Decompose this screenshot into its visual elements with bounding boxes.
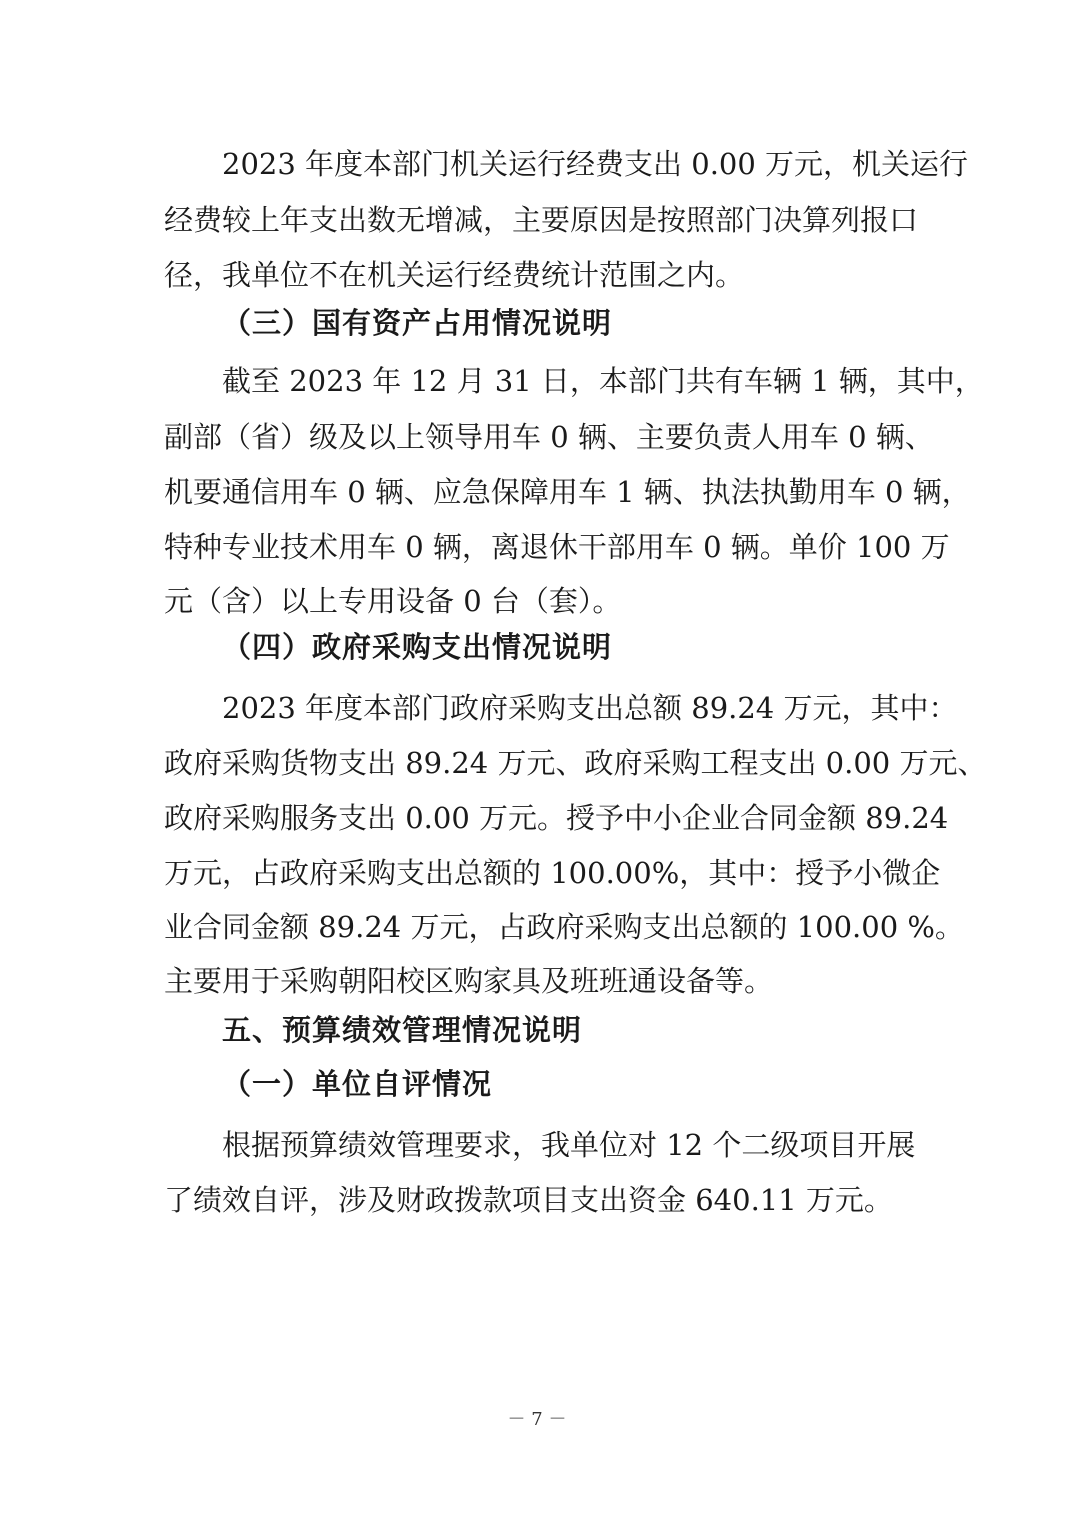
section-heading: （三）国有资产占用情况说明 bbox=[222, 306, 613, 340]
section-heading: 五、预算绩效管理情况说明 bbox=[222, 1013, 583, 1047]
paragraph-line: 特种专业技术用车 0 辆，离退休干部用车 0 辆。单价 100 万 bbox=[164, 530, 950, 564]
paragraph-line: 2023 年度本部门机关运行经费支出 0.00 万元，机关运行 bbox=[222, 147, 969, 181]
paragraph-line: 业合同金额 89.24 万元，占政府采购支出总额的 100.00 %。 bbox=[164, 910, 964, 944]
paragraph-line: 政府采购货物支出 89.24 万元、政府采购工程支出 0.00 万元、 bbox=[164, 746, 987, 780]
paragraph-line: 万元，占政府采购支出总额的 100.00%，其中：授予小微企 bbox=[164, 856, 941, 890]
paragraph-line: 根据预算绩效管理要求，我单位对 12 个二级项目开展 bbox=[222, 1128, 916, 1162]
paragraph-line: 主要用于采购朝阳校区购家具及班班通设备等。 bbox=[164, 964, 774, 998]
paragraph-line: 元（含）以上专用设备 0 台（套）。 bbox=[164, 584, 622, 618]
paragraph-line: 经费较上年支出数无增减，主要原因是按照部门决算列报口 bbox=[164, 203, 919, 237]
paragraph-line: 政府采购服务支出 0.00 万元。授予中小企业合同金额 89.24 bbox=[164, 801, 949, 835]
paragraph-line: 截至 2023 年 12 月 31 日，本部门共有车辆 1 辆，其中， bbox=[222, 364, 984, 398]
paragraph-line: 径，我单位不在机关运行经费统计范围之内。 bbox=[164, 258, 745, 292]
paragraph-line: 机要通信用车 0 辆、应急保障用车 1 辆、执法执勤用车 0 辆， bbox=[164, 475, 971, 509]
subsection-heading: （一）单位自评情况 bbox=[222, 1067, 493, 1101]
page-number: － 7 － bbox=[507, 1409, 567, 1430]
paragraph-line: 了绩效自评，涉及财政拨款项目支出资金 640.11 万元。 bbox=[164, 1183, 893, 1217]
paragraph-line: 2023 年度本部门政府采购支出总额 89.24 万元，其中： bbox=[222, 691, 958, 725]
section-heading: （四）政府采购支出情况说明 bbox=[222, 630, 613, 664]
paragraph-line: 副部（省）级及以上领导用车 0 辆、主要负责人用车 0 辆、 bbox=[164, 420, 934, 454]
